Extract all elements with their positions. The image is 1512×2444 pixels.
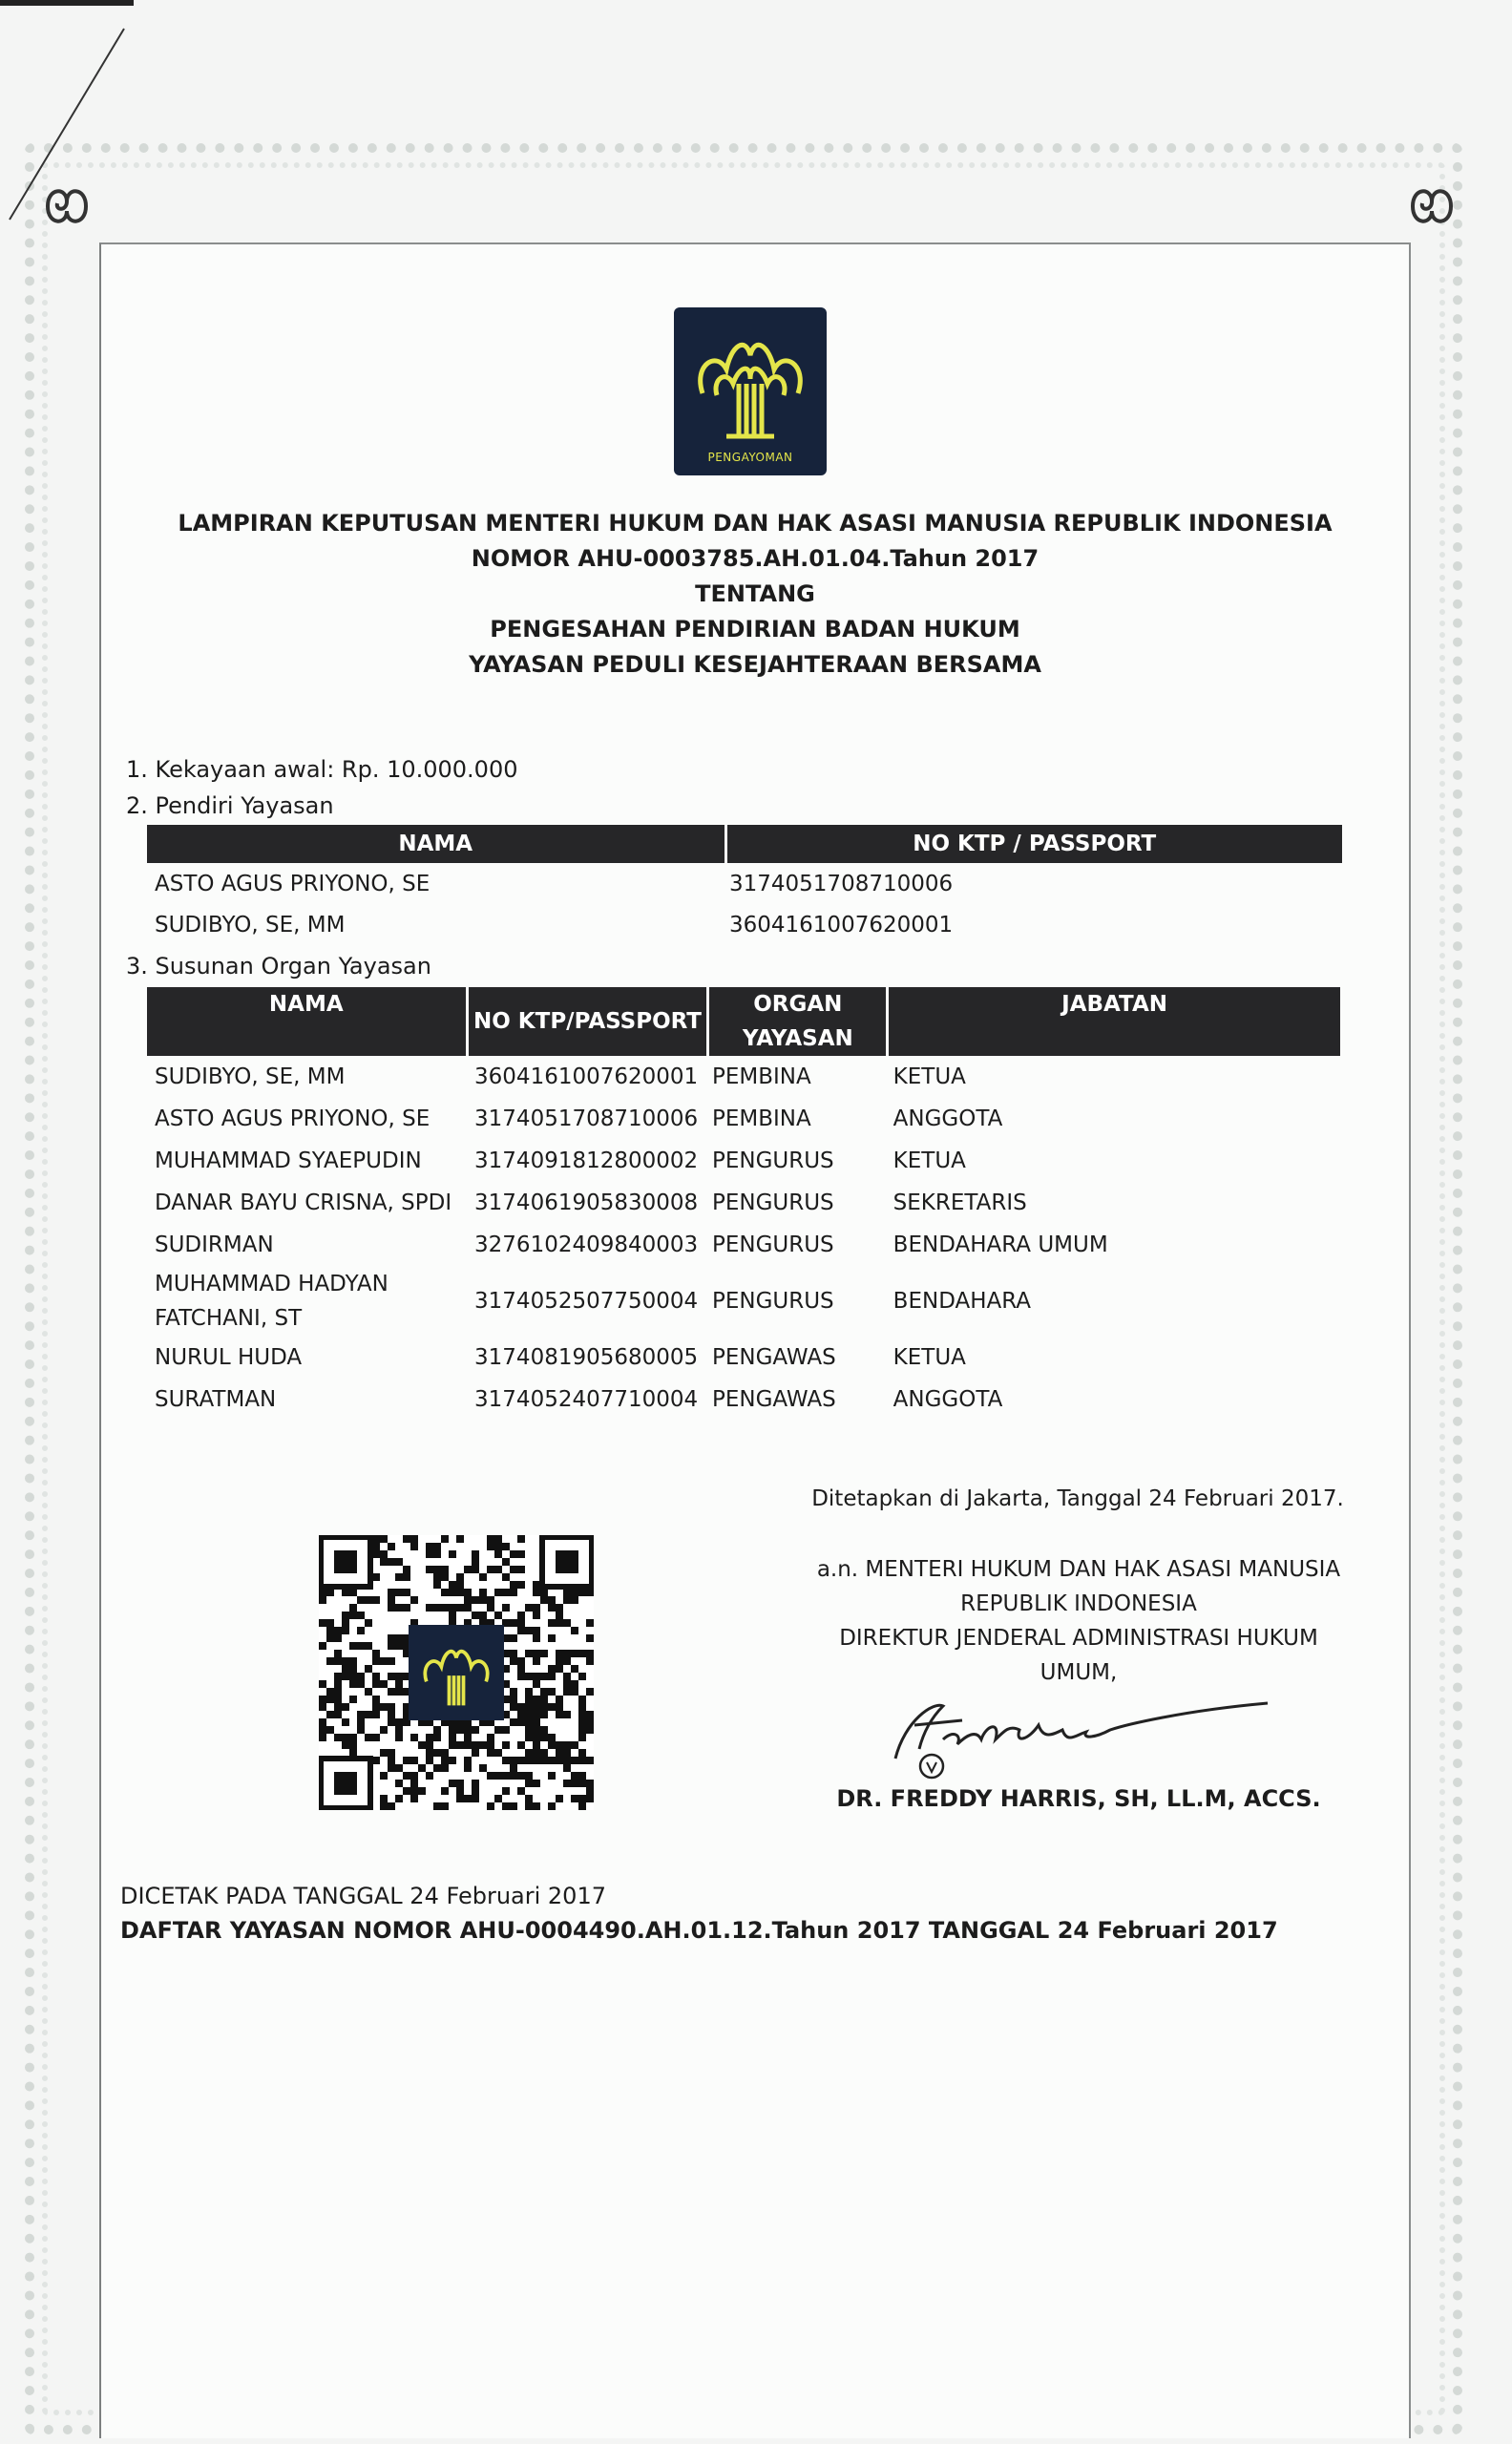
organ-member-ktp: 3174051708710006 (474, 1106, 699, 1131)
table-row (147, 1182, 1340, 1224)
organ-member-ktp: 3604161007620001 (474, 1064, 699, 1089)
founder-name: ASTO AGUS PRIYONO, SE (155, 871, 430, 896)
table-row (147, 1337, 1340, 1379)
organ-member-name: SUDIRMAN (155, 1233, 274, 1257)
header-line-1: LAMPIRAN KEPUTUSAN MENTERI HUKUM DAN HAK ASASI MANUSIA REPUBLIK INDONESIA (178, 510, 1333, 537)
signature-place-date: Ditetapkan di Jakarta, Tanggal 24 Februari 2017. (811, 1486, 1344, 1511)
header-line-4: PENGESAHAN PENDIRIAN BADAN HUKUM (490, 616, 1020, 643)
table-row (147, 863, 1342, 904)
table-row (147, 1098, 1340, 1140)
organ-member-organ: PENGURUS (711, 1233, 834, 1257)
organ-member-organ: PENGURUS (711, 1148, 834, 1173)
organs-header-organ: ORGAN YAYASAN (708, 987, 888, 1056)
organ-member-jabatan: ANGGOTA (892, 1387, 1003, 1412)
table-row (147, 1056, 1340, 1098)
table-row (147, 1379, 1340, 1421)
organ-member-name: MUHAMMAD HADYAN FATCHANI, ST (155, 1272, 388, 1331)
signatory-name: DR. FREDDY HARRIS, SH, LL.M, ACCS. (836, 1785, 1321, 1812)
founders-table (147, 825, 1342, 945)
organ-member-ktp: 3174091812800002 (474, 1148, 699, 1173)
organ-member-jabatan: BENDAHARA UMUM (892, 1233, 1108, 1257)
organ-member-ktp: 3174052507750004 (474, 1289, 699, 1314)
emblem-label: PENGAYOMAN (707, 451, 793, 464)
qr-code (319, 1535, 594, 1810)
founder-name: SUDIBYO, SE, MM (155, 912, 346, 938)
organ-member-name: SURATMAN (155, 1387, 277, 1412)
scan-artifact (0, 0, 134, 229)
pengayoman-tree-icon (674, 307, 827, 451)
organ-member-name: SUDIBYO, SE, MM (155, 1064, 346, 1089)
organs-header-ktp: NO KTP/PASSPORT (467, 987, 708, 1056)
organ-member-organ: PEMBINA (711, 1106, 811, 1131)
organ-member-organ: PENGURUS (711, 1190, 834, 1215)
organ-member-jabatan: SEKRETARIS (892, 1190, 1027, 1215)
qr-emblem-icon (409, 1625, 504, 1720)
founders-table-header (147, 825, 1342, 863)
organ-member-organ: PENGURUS (711, 1289, 834, 1314)
corner-ornament-right-icon (1403, 178, 1460, 235)
signature-on-behalf-1: a.n. MENTERI HUKUM DAN HAK ASASI MANUSIA (816, 1557, 1341, 1582)
section-susunan-organ: 3. Susunan Organ Yayasan (126, 953, 431, 980)
section-kekayaan-awal: 1. Kekayaan awal: Rp. 10.000.000 (126, 756, 518, 783)
organs-table (147, 987, 1340, 1421)
organ-member-jabatan: KETUA (892, 1345, 966, 1370)
signature-on-behalf-2: REPUBLIK INDONESIA (960, 1591, 1197, 1616)
organs-header-jabatan: JABATAN (888, 987, 1340, 1056)
organ-member-jabatan: KETUA (892, 1148, 966, 1173)
organs-table-header (147, 987, 1340, 1056)
organ-member-organ: PENGAWAS (711, 1345, 836, 1370)
organ-member-jabatan: BENDAHARA (892, 1289, 1032, 1314)
organs-header-nama: NAMA (147, 987, 467, 1056)
organ-member-name: MUHAMMAD SYAEPUDIN (155, 1148, 422, 1173)
organ-member-ktp: 3174052407710004 (474, 1387, 699, 1412)
organ-member-ktp: 3276102409840003 (474, 1233, 699, 1257)
organ-member-name: ASTO AGUS PRIYONO, SE (155, 1106, 430, 1131)
organ-member-ktp: 3174061905830008 (474, 1190, 699, 1215)
organ-member-name: NURUL HUDA (155, 1345, 303, 1370)
footer-printed-date: DICETAK PADA TANGGAL 24 Februari 2017 (120, 1883, 606, 1909)
organ-member-jabatan: ANGGOTA (892, 1106, 1003, 1131)
organ-member-ktp: 3174081905680005 (474, 1345, 699, 1370)
pengayoman-emblem (674, 307, 827, 475)
signature-on-behalf-4: UMUM, (1040, 1660, 1118, 1685)
section-pendiri-yayasan: 2. Pendiri Yayasan (126, 792, 334, 819)
header-line-5: YAYASAN PEDULI KESEJAHTERAAN BERSAMA (469, 651, 1041, 678)
organ-member-name: DANAR BAYU CRISNA, SPDI (155, 1190, 452, 1215)
handwritten-signature (876, 1682, 1277, 1791)
organ-member-organ: PENGAWAS (711, 1387, 836, 1412)
table-row (147, 1224, 1340, 1266)
footer-register-number: DAFTAR YAYASAN NOMOR AHU-0004490.AH.01.12.Tahun 2017 TANGGAL 24 Februari 2017 (120, 1917, 1278, 1944)
signature-on-behalf-3: DIREKTUR JENDERAL ADMINISTRASI HUKUM (839, 1626, 1318, 1651)
founders-header-ktp: NO KTP / PASSPORT (725, 825, 1342, 863)
organ-member-jabatan: KETUA (892, 1064, 966, 1089)
table-row (147, 904, 1342, 945)
header-line-2: NOMOR AHU-0003785.AH.01.04.Tahun 2017 (471, 545, 1040, 572)
organ-member-organ: PEMBINA (711, 1064, 811, 1089)
founders-header-nama: NAMA (147, 825, 725, 863)
table-row (147, 1266, 1340, 1337)
founder-ktp: 3604161007620001 (729, 912, 954, 938)
table-row (147, 1140, 1340, 1182)
founder-ktp: 3174051708710006 (729, 871, 954, 896)
header-line-3: TENTANG (695, 580, 815, 607)
